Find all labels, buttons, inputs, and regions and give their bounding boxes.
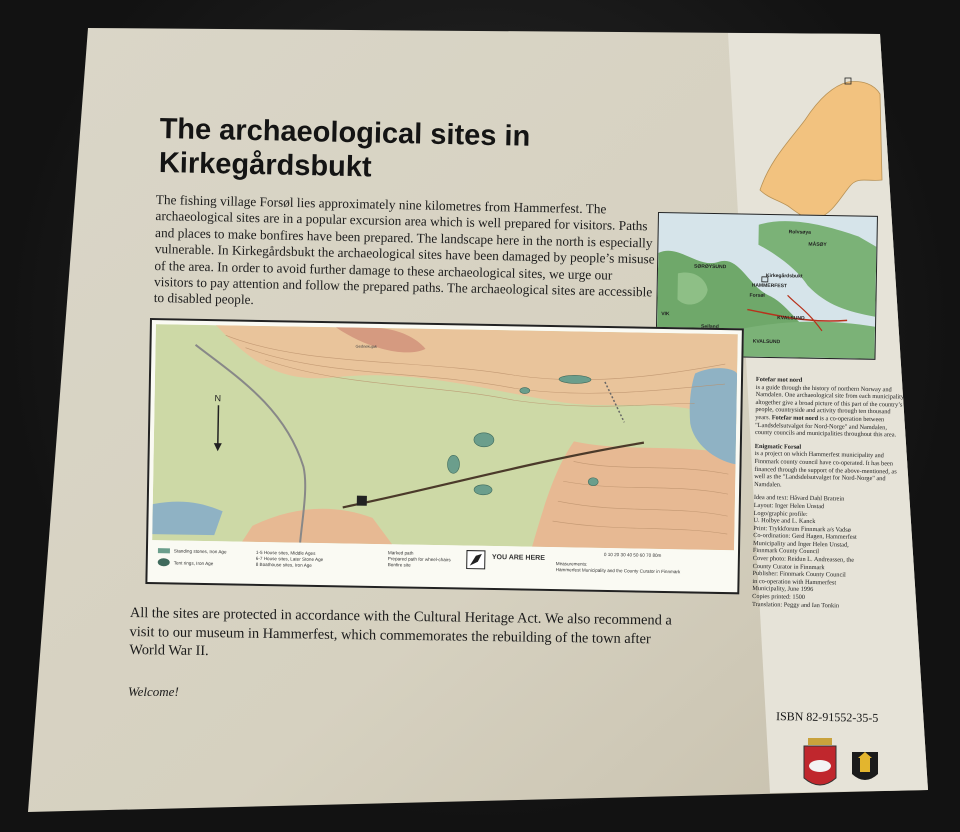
legend-measurements: Measurements: (555, 561, 588, 567)
page-title (159, 112, 630, 190)
locator-label-forsol: Forsøl (749, 292, 765, 299)
credit-line: County Curator in Finnmark (752, 562, 825, 571)
credit-line: Logo/graphic profile: (753, 509, 808, 518)
intro-paragraph: The fishing village Forsøl lies approximately nine kilometres from Hammerfest. The archaeological sites are in a popular excursion area which is well prepared for visitors. Paths and places to make bonfires have been prepared. The landscape here in the north is especially vulnerable. In Kirkegårdsbukt the archaeological sites have been damaged by people’s misuse of the area. In order to avoid further damage to these archaeological sites, we urge our visitors to pay attention and follow the prepared paths. The archaeological sites are accessible to disabled people. (153, 192, 655, 308)
sidebar-paragraph-2 (754, 443, 905, 491)
locator-label-vik: VIK (661, 311, 670, 318)
sidebar-p1-text: is a guide through the history of northern Norway and Namdalen. One archaeological site from each municipality altogether give a broad picture of this part of the country’s people, countryside and activity through ten thousand years. (755, 383, 905, 422)
credit-line: Co-ordination: Gerd Hagen, Hammerfest (753, 532, 857, 542)
finnmark-coat-of-arms-icon (852, 752, 878, 780)
locator-label-kvalsund-2: KVALSUND (752, 338, 781, 346)
legend-bonfire: Bonfire site (387, 562, 411, 568)
locator-label-hammerfest: HAMMERFEST (751, 282, 788, 290)
sidebar-credits (752, 376, 906, 617)
credit-line: Copies printed: 1500 (752, 592, 806, 601)
legend-scale: 0 10 20 30 40 50 60 70 80m (603, 551, 662, 558)
legend-measurements-source: Hammerfest Municipality and the County Curator in Finnmark (555, 567, 681, 575)
map-legend (155, 544, 731, 588)
sidebar-p1-bold: Fotefar mot nord (771, 414, 819, 423)
legend-you-are-here: YOU ARE HERE (491, 554, 545, 562)
credit-line: Municipality and Inger Helen Unstad, (753, 539, 849, 549)
credit-line: Cover photo: Reidun L. Andreassen, the (752, 555, 855, 564)
legend-tent-rings: Tent rings, Iron Age (173, 560, 214, 567)
north-label: N (214, 393, 222, 404)
sidebar-p2-title: Enigmatic Forsøl (754, 442, 802, 451)
credit-line: Publisher: Finnmark County Council (752, 570, 846, 579)
credit-line: Layout: Inger Helen Unstad (753, 501, 825, 511)
locator-label-masoy: MÅSØY (808, 241, 827, 248)
credit-line: Translation: Peggy and Ian Tonkin (751, 600, 840, 610)
sidebar-credit-list (752, 494, 904, 611)
you-are-here-marker (357, 496, 367, 506)
title-line-2: Kirkegårdsbukt (158, 146, 372, 184)
closing-paragraph: All the sites are protected in accordance with the Cultural Heritage Act. We also recommend a visit to our museum in Hammerfest, which commemorates the rebuilding of the town after World War II. (129, 604, 672, 660)
legend-house-middle: 1-5 House sites, Middle Ages (255, 549, 316, 556)
you-are-here-icon (466, 550, 486, 572)
legend-house-stone: 6-7 House sites, Later Stone Age (255, 555, 324, 563)
credit-line: Finnmark County Council (752, 547, 820, 556)
site-map (145, 318, 744, 594)
legend-boathouse: 8 Boathouse sites, Iron Age (255, 561, 312, 568)
locator-label-rolvsoya: Rolvsøya (788, 229, 811, 236)
locator-label-soroysund: SØRØYSUND (693, 263, 727, 271)
locator-label-kvalsund: KVALSUND (777, 315, 805, 322)
legend-wheelchair-path: Prepared path for wheel-chairs (387, 556, 451, 563)
title-line-1: The archaeological sites in (159, 112, 531, 153)
credit-line: Print: Trykkforum Finnmark a/s Vadsø (753, 524, 851, 534)
credit-line: Municipality, June 1996 (752, 585, 814, 594)
credit-line: Idea and text: Håvard Dahl Bratrein (753, 494, 845, 503)
sidebar-p2-text: is a project on which Hammerfest municipality and Finnmark county council have co-operated. It has been financed through the support of the above-mentioned, as well as the "Landsdelsutvalget for Nord-Norge" and Namdalen. (754, 450, 897, 489)
credit-line: in co-operation with Hammerfest (752, 577, 837, 587)
site-map-drawing (152, 324, 738, 550)
isbn: ISBN 82-91552-35-5 (775, 709, 879, 725)
locator-label-kirkegardsbukt: Kirkegårdsbukt (765, 272, 803, 280)
credit-line: U. Holbye and L. Kanck (753, 517, 816, 526)
legend-marked-path: Marked path (387, 550, 414, 556)
sidebar-p1-title: Fotefar mot nord (755, 376, 803, 384)
welcome-text: Welcome! (128, 684, 179, 699)
legend-standing-stones: Standing stones, Iron Age (173, 548, 227, 555)
sidebar-p1-text-2: is a co-operation between "Landsdelsutvalget for Nord-Norge" and Namdalen, county councils and municipalities throughout this area. (754, 415, 897, 439)
sidebar-paragraph-1 (755, 376, 906, 439)
place-label: Gednekujak (355, 343, 377, 349)
